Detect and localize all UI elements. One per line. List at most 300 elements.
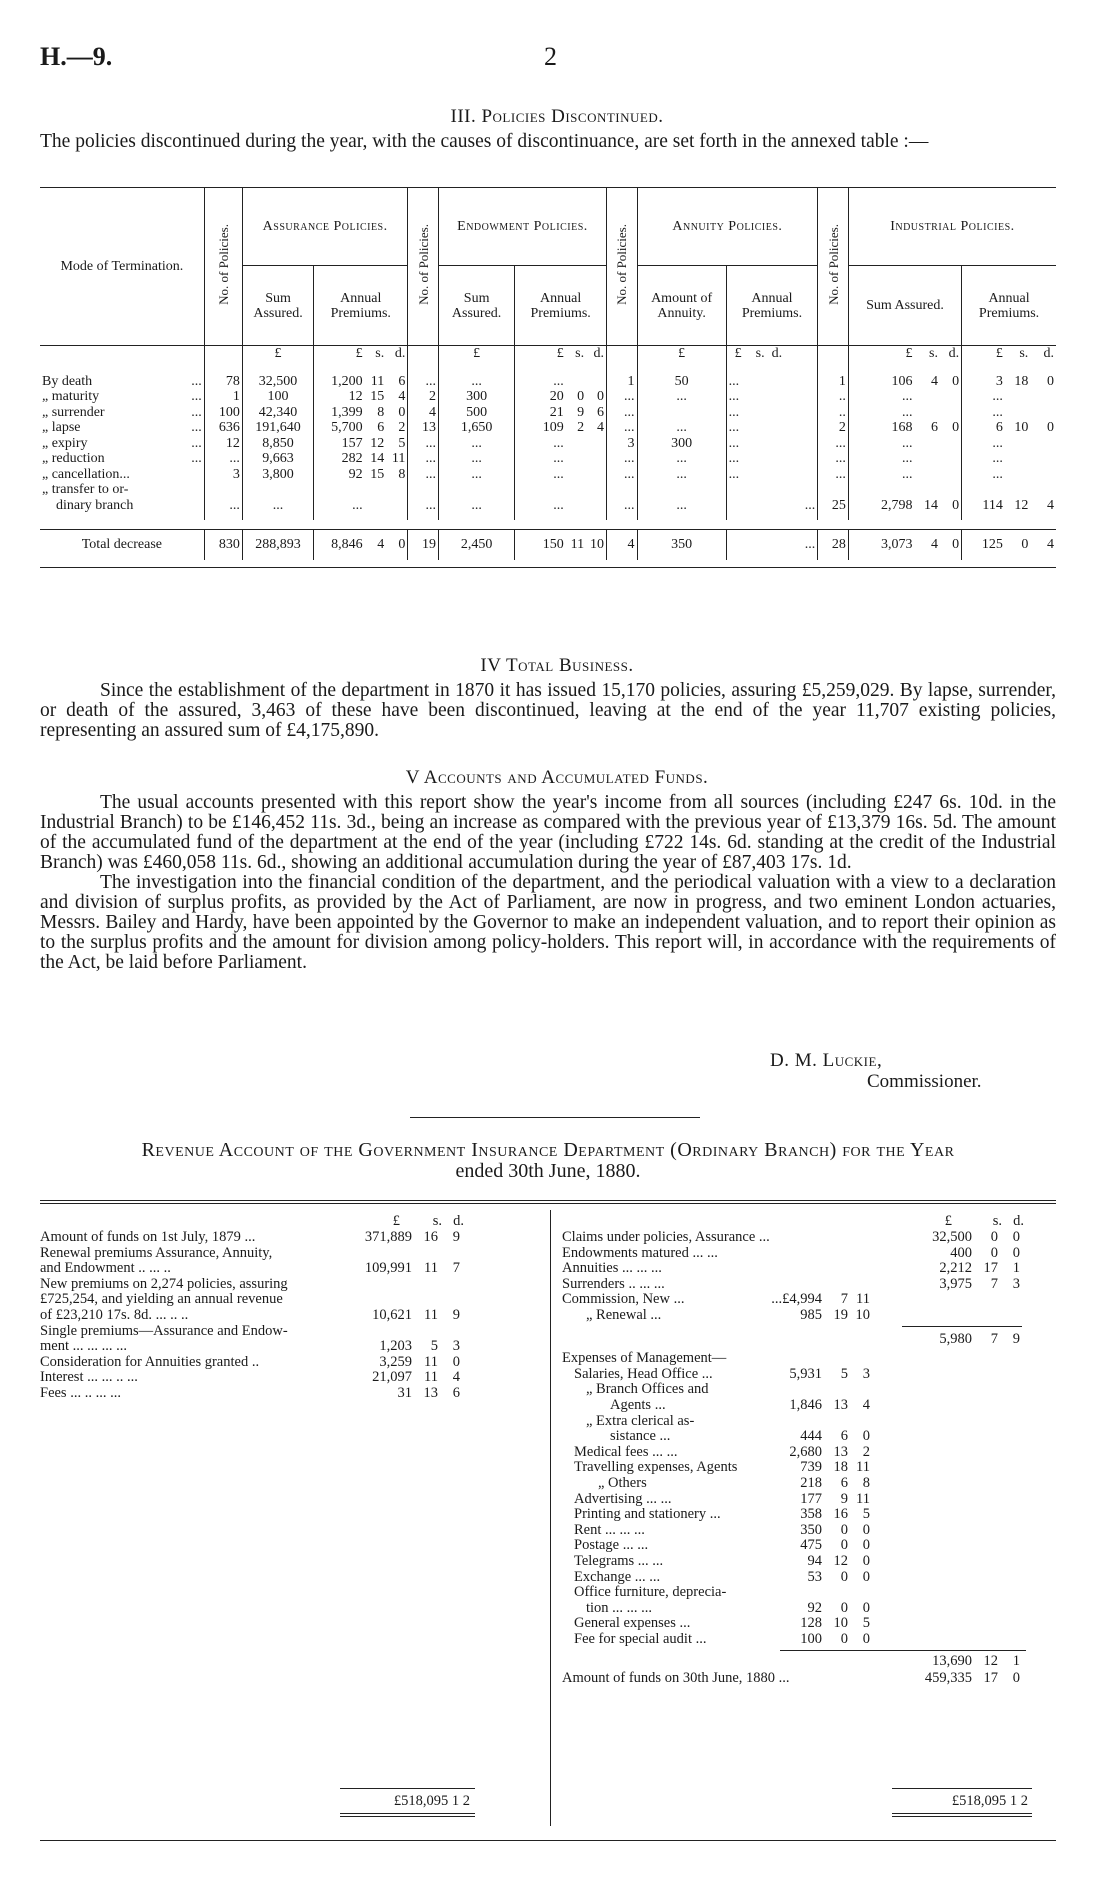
table-cell: 14: [370, 451, 385, 466]
expense-label: Telegrams ... ...: [574, 1553, 664, 1569]
expense-label: Salaries, Head Office ...: [574, 1365, 713, 1382]
unit-pound: £: [274, 346, 282, 361]
table-cell: 350: [671, 537, 693, 552]
table-cell: ...: [204, 451, 242, 467]
table-row: [40, 498, 1056, 520]
table-cell: 4: [398, 389, 406, 404]
table-cell: 0: [398, 537, 406, 552]
row-label: „ expiry: [42, 435, 88, 451]
table-cell: ...: [191, 451, 202, 466]
right-amount-shillings: 17: [983, 1260, 998, 1277]
table-cell: 20: [515, 389, 566, 405]
table-cell: 1,200: [314, 374, 365, 390]
left-amount-pounds: 3,259: [379, 1353, 412, 1370]
table-cell: 6: [962, 420, 1005, 436]
table-cell: ...: [408, 451, 439, 467]
table-cell: ..: [818, 405, 849, 421]
table-cell: [637, 405, 726, 421]
expense-amount-shillings: 0: [840, 1521, 848, 1538]
table-cell: [940, 436, 962, 452]
section-3-intro: The policies discontinued during the year, with the causes of discontinuance, are set forth in the annexed table :—: [40, 131, 929, 152]
table-cell: [1030, 389, 1056, 405]
expense-label: Postage ... ...: [574, 1537, 649, 1554]
table-cell: ...: [726, 374, 818, 390]
right-amount-shillings: 0: [990, 1229, 998, 1245]
table-cell: 282: [314, 451, 365, 467]
table-cell: [386, 498, 408, 520]
table-cell: 2: [408, 389, 439, 405]
expenses-heading: Expenses of Management—: [562, 1350, 727, 1367]
table-cell: [1030, 436, 1056, 452]
unit-pound: £: [678, 346, 686, 361]
table-cell: 50: [674, 373, 689, 389]
table-cell: ...: [471, 435, 482, 451]
table-cell: ...: [902, 451, 913, 466]
table-cell: 4: [1047, 497, 1054, 513]
table-cell: ...: [408, 467, 439, 483]
table-cell: 0: [1047, 373, 1054, 389]
expense-amount-pence: 0: [862, 1599, 870, 1616]
table-cell: 1: [818, 374, 849, 390]
expense-amount-pounds: 92: [807, 1599, 822, 1616]
table-cell: ...: [726, 451, 818, 467]
expense-label: tion ... ... ...: [586, 1599, 653, 1616]
table-cell: ...: [191, 389, 202, 404]
table-cell: 4: [408, 405, 439, 421]
table-cell: 4: [930, 373, 938, 389]
table-cell: 125: [962, 530, 1005, 560]
table-cell: 1: [204, 389, 242, 405]
table-cell: ...: [607, 420, 638, 436]
expense-amount-pounds: 1,846: [789, 1397, 822, 1413]
divider: [40, 1203, 1056, 1204]
table-cell: ...: [204, 498, 242, 520]
table-cell: 4: [1047, 537, 1054, 552]
expense-label: Travelling expenses, Agents: [574, 1459, 738, 1476]
expense-amount-pounds: 5,931: [789, 1365, 822, 1382]
table-cell: [586, 467, 606, 483]
table-cell: [566, 374, 586, 390]
unit-d: d.: [593, 346, 604, 361]
commission-renewal-label: „ Renewal ...: [586, 1307, 662, 1323]
right-amount-pence: 1: [1012, 1260, 1020, 1277]
table-cell: ...: [607, 389, 638, 405]
left-amount-pounds: 10,621: [372, 1307, 412, 1323]
assurance-premiums-header: Annual Premiums.: [330, 290, 391, 321]
table-cell: 5,700: [314, 420, 365, 436]
col-s: s.: [432, 1213, 442, 1229]
table-cell: 0: [597, 389, 604, 404]
left-amount-pence: 6: [452, 1385, 460, 1401]
table-cell: ...: [607, 451, 638, 467]
column-divider: [550, 1210, 551, 1826]
unit-s: s.: [1019, 346, 1029, 361]
table-cell: ...: [676, 389, 687, 404]
table-cell: ...: [191, 373, 202, 389]
closing-label: Amount of funds on 30th June, 1880 ...: [562, 1670, 790, 1687]
endowment-sum-header: Sum Assured.: [438, 266, 514, 346]
table-cell: 0: [952, 373, 960, 389]
table-row: [40, 420, 1056, 436]
left-amount-pence: 9: [452, 1229, 460, 1245]
table-cell: 12: [1014, 497, 1029, 513]
section-5-para-1: The usual accounts presented with this report show the year's income from all sources (including £247 6s. 10d. in the Industrial Branch) to be £146,452 11s. 3d., being an increase as compared with the previous year of £13,379 16s. 5d. The amount of the accumulated fund of the department at the end of the year (including £722 14s. 6d. standing at the credit of the Industrial Branch) was £460,058 11s. 6d., showing an additional accumulation during the year of £87,403 17s. 1d.: [40, 792, 1056, 873]
left-amount-shillings: 13: [423, 1385, 438, 1401]
table-cell: 636: [204, 420, 242, 436]
section-4-title: IV Total Business.: [480, 655, 634, 676]
table-cell: ...: [818, 451, 849, 467]
table-cell: 4: [607, 530, 638, 560]
table-row: [40, 467, 1056, 483]
table-cell: ...: [515, 451, 566, 467]
account-label: Consideration for Annuities granted ..: [40, 1353, 260, 1370]
row-label: „ cancellation...: [42, 466, 130, 482]
table-cell: ...: [726, 530, 818, 560]
revenue-title: Revenue Account of the Government Insurance Department (Ordinary Branch) for the Year ended 30th June, 1880.: [141, 1139, 955, 1182]
table-cell: 830: [204, 530, 242, 560]
table-cell: [1005, 451, 1030, 467]
expense-label: Advertising ... ...: [574, 1490, 672, 1507]
account-label: Renewal premiums Assurance, Annuity,: [40, 1244, 273, 1261]
right-amount-pounds: 2,212: [939, 1260, 972, 1277]
table-cell: ...: [191, 420, 202, 435]
table-cell: ...: [471, 466, 482, 482]
annuity-amount-header: Amount of Annuity.: [637, 266, 726, 346]
table-cell: 0: [952, 420, 960, 435]
industrial-premiums-header: Annual Premiums.: [978, 290, 1040, 321]
account-label: Annuities ... ... ...: [562, 1260, 662, 1277]
table-cell: 28: [818, 530, 849, 560]
table-cell: ...: [607, 405, 638, 421]
account-label: Claims under policies, Assurance ...: [562, 1229, 770, 1245]
table-cell: ...: [408, 436, 439, 452]
table-cell: ...: [726, 389, 818, 405]
left-amount-pence: 9: [452, 1307, 460, 1323]
left-amount-pence: 7: [452, 1260, 460, 1277]
table-cell: 11: [391, 451, 406, 466]
table-cell: ...: [515, 436, 566, 452]
unit-pound-s-d: £ s. d.: [726, 346, 818, 374]
table-cell: [1030, 451, 1056, 467]
table-cell: [586, 498, 606, 520]
table-row: [40, 405, 1056, 421]
table-cell: [940, 405, 962, 421]
expense-amount-pounds: 444: [800, 1428, 822, 1445]
commission-new-pence: 11: [856, 1291, 870, 1308]
table-cell: 11: [570, 537, 585, 552]
right-amount-pounds: 400: [950, 1244, 972, 1261]
table-cell: [586, 451, 606, 467]
commission-new-pounds: ...£4,994: [771, 1291, 822, 1308]
table-cell: [566, 451, 586, 467]
expense-amount-pence: 0: [862, 1428, 870, 1445]
table-cell: ...: [191, 404, 202, 420]
table-cell: [940, 389, 962, 405]
table-cell: 4: [377, 537, 385, 552]
right-amount-shillings: 0: [990, 1244, 998, 1261]
table-cell: ...: [726, 467, 818, 483]
account-label: Amount of funds on 1st July, 1879 ...: [40, 1229, 256, 1245]
table-cell: 12: [314, 389, 365, 405]
unit-pound: £: [905, 346, 913, 361]
table-cell: 78: [204, 374, 242, 390]
commission-renewal-pounds: 985: [800, 1307, 822, 1323]
table-cell: 3,073: [881, 537, 913, 552]
expense-amount-pounds: 358: [800, 1506, 822, 1523]
table-cell: 0: [952, 537, 960, 552]
left-amount-pounds: 371,889: [364, 1229, 412, 1245]
table-cell: ...: [607, 498, 638, 520]
table-cell: 2: [577, 420, 585, 435]
table-cell: ...: [408, 498, 439, 520]
unit-d: d.: [948, 346, 960, 361]
table-cell: 2,450: [460, 537, 493, 552]
table-cell: 8,846: [314, 530, 365, 560]
right-total: £518,095 1 2: [951, 1793, 1028, 1809]
expense-amount-shillings: 0: [840, 1599, 848, 1616]
expenses-total-pounds: 13,690: [932, 1652, 972, 1669]
table-cell: [1005, 405, 1030, 421]
table-cell: 1,399: [314, 405, 365, 421]
expense-amount-shillings: 0: [840, 1537, 848, 1554]
table-cell: ...: [515, 467, 566, 483]
commission-total-shillings: 7: [990, 1330, 998, 1347]
expense-amount-shillings: 5: [840, 1365, 848, 1382]
unit-pound: £: [473, 346, 481, 361]
table-cell: 1,650: [460, 420, 493, 435]
table-cell: 11: [370, 373, 385, 389]
table-cell: 300: [671, 435, 693, 451]
table-cell: 8: [398, 466, 406, 482]
table-cell: ...: [726, 420, 818, 436]
left-amount-shillings: 11: [424, 1307, 438, 1323]
unit-d: d.: [394, 346, 406, 361]
expense-amount-shillings: 10: [833, 1615, 848, 1632]
table-cell: 25: [818, 498, 849, 520]
account-label: Interest ... ... .. ...: [40, 1369, 138, 1386]
left-amount-shillings: 11: [424, 1353, 438, 1370]
row-label: „ lapse: [42, 420, 81, 435]
closing-amount-shillings: 17: [983, 1670, 998, 1687]
divider: [40, 1200, 1056, 1201]
industrial-sum-header: Sum Assured.: [848, 266, 961, 346]
unit-pound: £: [314, 346, 365, 374]
table-cell: ...: [272, 497, 284, 513]
table-cell: 1: [607, 374, 638, 390]
col-d: d.: [1013, 1213, 1024, 1229]
commission-renewal-pence: 10: [855, 1307, 870, 1323]
right-amount-pounds: 32,500: [932, 1229, 972, 1245]
expense-amount-pounds: 177: [800, 1490, 822, 1507]
table-cell: ...: [515, 498, 566, 520]
policies-discontinued-table: [40, 187, 1056, 568]
table-cell: [940, 451, 962, 467]
expense-amount-pence: 0: [862, 1631, 870, 1647]
table-cell: ...: [902, 435, 913, 451]
expense-label: „ Branch Offices and: [586, 1381, 709, 1398]
expense-amount-shillings: 13: [833, 1397, 848, 1413]
expense-amount-pounds: 218: [800, 1475, 822, 1491]
table-cell: 0: [1047, 420, 1054, 435]
table-cell: 6: [930, 420, 938, 435]
right-amount-pence: 3: [1012, 1275, 1020, 1292]
table-cell: ...: [962, 467, 1005, 483]
expense-label: Medical fees ... ...: [574, 1443, 678, 1460]
table-cell: 10: [1014, 420, 1029, 435]
table-cell: ...: [726, 498, 818, 520]
divider: [410, 1117, 700, 1118]
unit-s: s.: [575, 346, 585, 361]
annuity-no-header: No. of Policies.: [607, 188, 638, 346]
row-label: By death: [42, 373, 93, 389]
table-cell: 100: [204, 405, 242, 421]
table-cell: 100: [267, 389, 289, 404]
table-cell: ...: [962, 389, 1005, 405]
closing-amount-pounds: 459,335: [924, 1670, 972, 1687]
table-cell: ...: [902, 466, 913, 482]
right-amount-pounds: 3,975: [939, 1275, 972, 1292]
expense-amount-pence: 11: [856, 1459, 870, 1476]
annuity-header: Annuity Policies.: [637, 188, 818, 266]
table-cell: [566, 467, 586, 483]
account-label: £725,254, and yielding an annual revenue: [40, 1291, 283, 1308]
account-label: ment ... ... ... ...: [40, 1338, 127, 1355]
table-row: [40, 436, 1056, 452]
table-cell: 0: [952, 497, 960, 513]
table-cell: 32,500: [258, 373, 298, 389]
row-label: „ reduction: [42, 451, 105, 466]
page-id: H.—9.: [40, 42, 113, 71]
unit-s: s.: [929, 346, 938, 361]
table-cell: [915, 436, 940, 452]
expenses-total-shillings: 12: [983, 1652, 998, 1669]
commission-new-label: Commission, New ...: [562, 1291, 685, 1308]
table-cell: 500: [466, 404, 488, 420]
table-cell: 10: [590, 537, 604, 552]
unit-d: d.: [1043, 346, 1054, 361]
account-label: of £23,210 17s. 8d. ... .. ..: [40, 1307, 189, 1323]
section-3-title: III. Policies Discontinued.: [450, 106, 664, 127]
account-label: and Endowment .. ... ..: [40, 1260, 171, 1277]
table-cell: 6: [597, 404, 604, 420]
left-amount-pounds: 31: [397, 1385, 412, 1401]
table-row: [40, 389, 1056, 405]
section-4-body: Since the establishment of the department in 1870 it has issued 15,170 policies, assuring £5,259,029. By lapse, surrender, or death of the assured, 3,463 of these have been discontinued, leaving at the end of the year 11,707 existing policies, representing an assured sum of £4,175,890.: [40, 680, 1056, 741]
table-cell: ...: [902, 389, 913, 404]
expense-amount-shillings: 6: [840, 1475, 848, 1491]
table-cell: 300: [466, 389, 488, 404]
expense-amount-shillings: 6: [840, 1428, 848, 1445]
table-cell: [184, 467, 204, 483]
table-cell: [915, 405, 940, 421]
expense-amount-shillings: 0: [840, 1568, 848, 1585]
commission-new-shillings: 7: [840, 1291, 848, 1308]
table-cell: ...: [962, 451, 1005, 467]
table-cell: [586, 374, 606, 390]
table-cell: 288,893: [255, 537, 301, 552]
table-cell: ...: [607, 467, 638, 483]
section-5-para-2: The investigation into the financial condition of the department, and the periodical valuation with a view to a declaration and division of surplus profits, as provided by the Act of Parliament, are now in progress, and two eminent London actuaries, Messrs. Bailey and Hardy, have been appointed by the Governor to make an independent valuation, and to report their opinion as to the surplus profits and the amount for division among policy-holders. This report will, in accordance with the requirements of the Act, be laid before Parliament.: [40, 872, 1056, 973]
table-row: [40, 374, 1056, 390]
assurance-header: Assurance Policies.: [242, 188, 407, 266]
transfer-row-label-1: „ transfer to or-: [40, 482, 1056, 498]
endowment-no-header: No. of Policies.: [408, 188, 439, 346]
right-amount-pence: 0: [1012, 1244, 1020, 1261]
endowment-premiums-header: Annual Premiums.: [530, 290, 591, 321]
table-cell: 3: [607, 436, 638, 452]
table-cell: 14: [923, 497, 938, 513]
account-label: Fees ... .. ... ...: [40, 1385, 121, 1401]
table-cell: ...: [515, 374, 566, 390]
expense-label: Fee for special audit ...: [574, 1631, 707, 1647]
table-cell: 168: [891, 420, 913, 435]
unit-pound: £: [962, 346, 1005, 374]
expense-amount-pence: 0: [862, 1553, 870, 1569]
table-cell: ...: [314, 498, 365, 520]
table-cell: [940, 467, 962, 483]
left-amount-pounds: 109,991: [364, 1260, 412, 1277]
table-cell: 9,663: [262, 451, 294, 466]
table-cell: 2: [818, 420, 849, 436]
table-cell: ...: [818, 467, 849, 483]
expense-amount-pounds: 739: [800, 1459, 822, 1476]
table-cell: 2: [398, 420, 406, 435]
section-5-title: V Accounts and Accumulated Funds.: [405, 767, 709, 788]
table-cell: 5: [398, 435, 406, 451]
table-cell: 150: [515, 530, 566, 560]
table-cell: 2,798: [881, 497, 913, 513]
expense-amount-pence: 0: [862, 1521, 870, 1538]
expense-label: „ Extra clerical as-: [586, 1412, 695, 1429]
commission-total-pounds: 5,980: [939, 1330, 972, 1347]
assurance-sum-header: Sum Assured.: [242, 266, 313, 346]
industrial-header: Industrial Policies.: [848, 188, 1056, 266]
table-cell: 8,850: [262, 435, 294, 451]
expense-amount-shillings: 18: [833, 1459, 848, 1476]
divider: [40, 1840, 1056, 1841]
expense-amount-shillings: 13: [833, 1443, 848, 1460]
revenue-account: [40, 1210, 1056, 1826]
left-amount-shillings: 11: [424, 1260, 438, 1277]
table-cell: ...: [471, 451, 482, 466]
table-cell: [1005, 389, 1030, 405]
signature-title: Commissioner.: [867, 1071, 982, 1092]
table-cell: ...: [818, 436, 849, 452]
table-cell: 13: [408, 420, 439, 436]
expense-amount-pence: 0: [862, 1537, 870, 1554]
table-cell: ...: [726, 405, 818, 421]
col-pound: £: [392, 1213, 400, 1229]
table-cell: [1030, 467, 1056, 483]
table-cell: 106: [891, 373, 913, 389]
row-label: dinary branch: [56, 497, 134, 513]
table-row: [40, 451, 1056, 467]
table-cell: 92: [314, 467, 365, 483]
left-amount-pence: 4: [452, 1369, 460, 1386]
signature-name: D. M. Luckie,: [770, 1050, 883, 1071]
table-cell: 0: [1021, 537, 1029, 552]
table-cell: 109: [515, 420, 566, 436]
table-cell: 0: [398, 404, 406, 420]
row-label: „ surrender: [42, 404, 105, 420]
left-amount-pounds: 1,203: [379, 1338, 412, 1355]
left-amount-pence: 3: [452, 1338, 460, 1355]
table-cell: [1030, 405, 1056, 421]
table-cell: ...: [902, 404, 913, 420]
col-d: d.: [453, 1213, 464, 1229]
table-cell: 3: [204, 467, 242, 483]
table-cell: 15: [370, 389, 385, 404]
